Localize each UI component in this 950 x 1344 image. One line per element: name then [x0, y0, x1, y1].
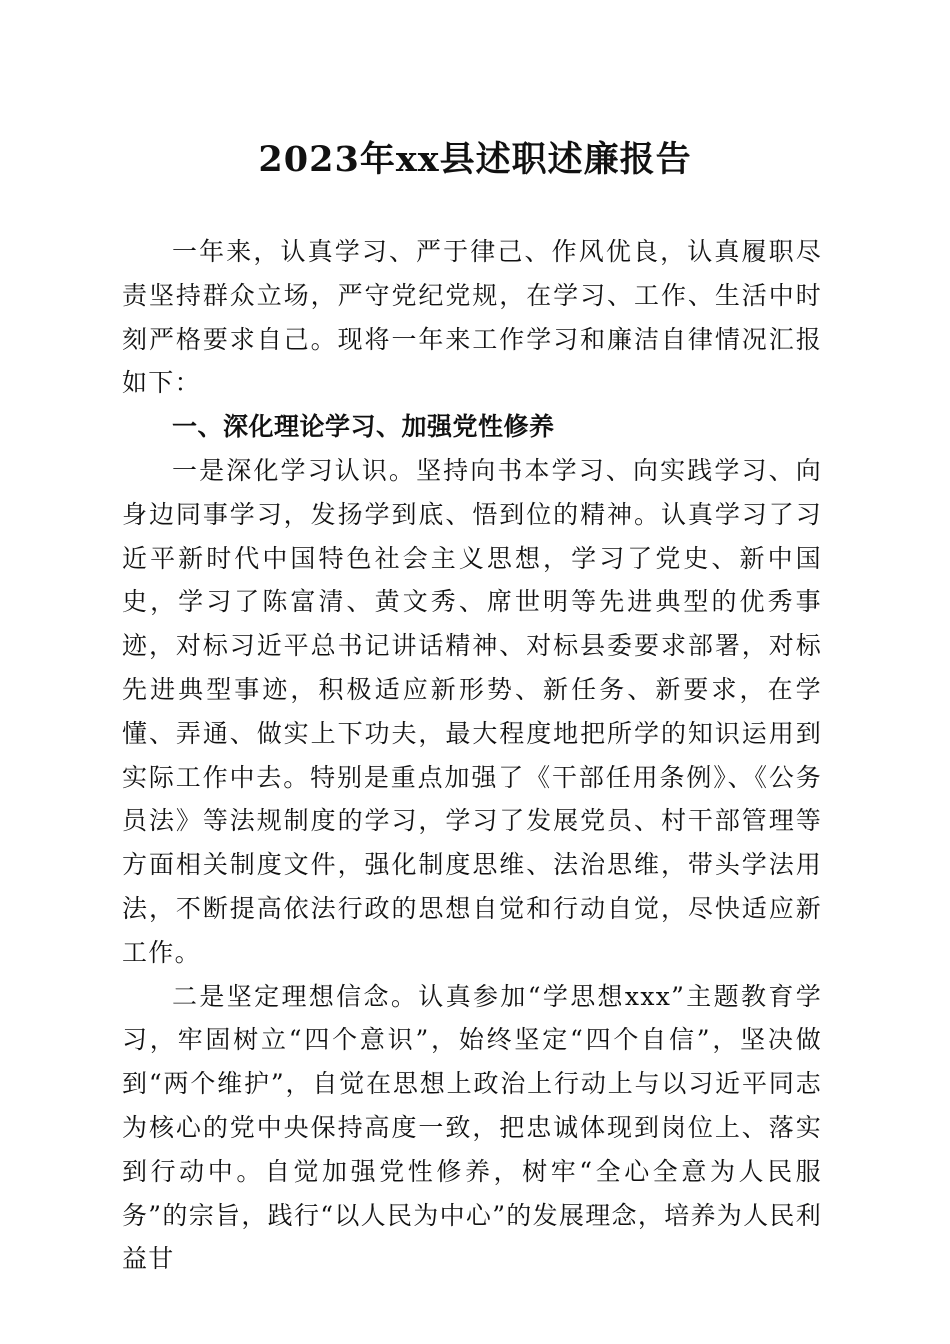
document-body: [122, 230, 822, 1281]
paragraph-lead: 二是坚定理想信念。: [172, 981, 419, 1011]
intro-paragraph: 一年来，认真学习、严于律己、作风优良，认真履职尽责坚持群众立场，严守党纪党规，在学习、工作、生活中时刻严格要求自己。现将一年来工作学习和廉洁自律情况汇报如下：: [122, 237, 822, 398]
section-heading: 一、深化理论学习、加强党性修养: [172, 412, 555, 442]
document-title: 2023年xx县述职述廉报告: [258, 139, 692, 180]
paragraph-text: 认真参加“学思想xxx”主题教育学习，牢固树立“四个意识”，始终坚定“四个自信”，坚决做到“两个维护”，自觉在思想上政治上行动上与以习近平同志为核心的党中央保持高度一致，把忠诚体现到岗位上、落实到行动中。自觉加强党性修养，树牢“全心全意为人民服务”的宗旨，践行“以人民为中心”的发展理念，培养为人民利益甘: [122, 981, 822, 1274]
paragraph-study: [122, 449, 822, 975]
paragraph-text: 坚持向书本学习、向实践学习、向身边同事学习，发扬学到底、悟到位的精神。认真学习了习近平新时代中国特色社会主义思想，学习了党史、新中国史，学习了陈富清、黄文秀、席世明等先进典型的优秀事迹，对标习近平总书记讲话精神、对标县委要求部署，对标先进典型事迹，积极适应新形势、新任务、新要求，在学懂、弄通、做实上下功夫，最大程度地把所学的知识运用到实际工作中去。特别是重点加强了《干部任用条例》、《公务员法》等法规制度的学习，学习了发展党员、村干部管理等方面相关制度文件，强化制度思维、法治思维，带头学法用法，不断提高依法行政的思想自觉和行动自觉，尽快适应新工作。: [122, 455, 822, 967]
paragraph-lead: 一是深化学习认识。: [172, 455, 417, 485]
paragraph-belief: [122, 975, 822, 1282]
